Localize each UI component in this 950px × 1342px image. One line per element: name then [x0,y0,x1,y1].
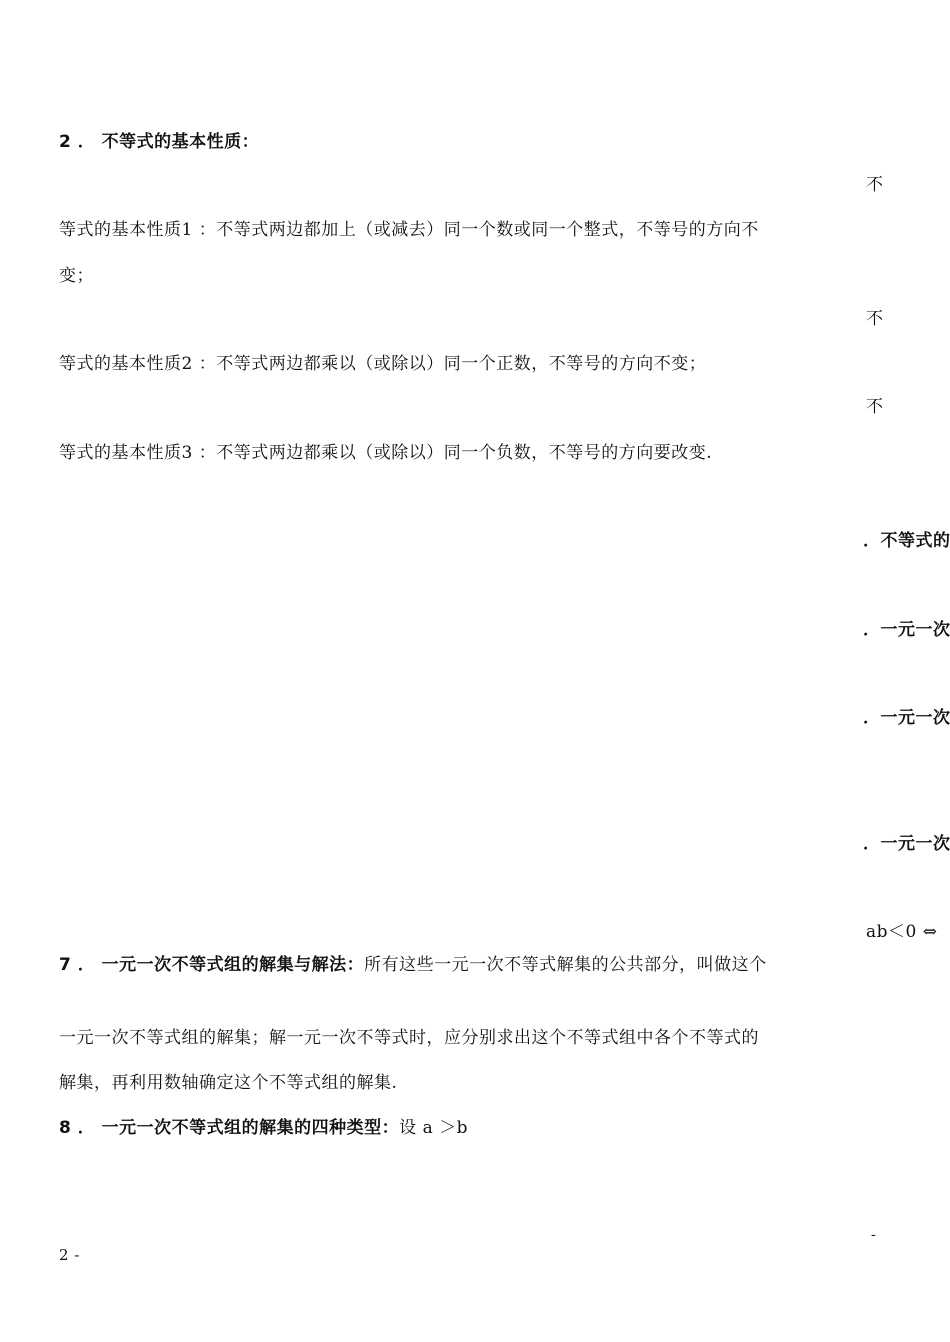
cutoff-heading-inequality: ．不等式的 [863,531,950,551]
item-7-text: 所有这些一元一次不等式解集的公共部分，叫做这个 [364,955,767,975]
footer-page-number: 2 - [59,1246,80,1264]
cutoff-heading-linear-3: ．一元一次 [863,834,950,854]
item-7-title: 7 ． 一元一次不等式组的解集与解法： [59,955,365,975]
item-8-title: 8 ． 一元一次不等式组的解集的四种类型： [59,1118,400,1138]
cutoff-heading-linear-2: ．一元一次 [863,708,950,728]
item-7-line-1 [59,954,767,976]
heading-basic-properties: 2 ． 不等式的基本性质： [59,132,260,152]
property-2-text: 等式的基本性质2 ：不等式两边都乘以（或除以）同一个正数，不等号的方向不变； [59,354,707,374]
item-8-line [59,1117,468,1139]
item-7-line-2: 一元一次不等式组的解集；解一元一次不等式时，应分别求出这个不等式组中各个不等式的 [59,1028,759,1048]
property-3-lead-char: 不 [866,397,884,417]
item-7-line-3: 解集，再利用数轴确定这个不等式组的解集. [59,1073,398,1093]
footer-dash: - [871,1227,877,1243]
property-2-lead-char: 不 [866,309,884,329]
property-1-text-continued: 变； [59,266,94,286]
item-8-text: 设 a ＞b [399,1118,468,1138]
property-1-text: 等式的基本性质1 ：不等式两边都加上（或减去）同一个数或同一个整式，不等号的方向不 [59,220,759,240]
cutoff-formula: ab＜0 ⇔ [866,922,938,942]
cutoff-heading-linear-1: ．一元一次 [863,620,950,640]
property-1-lead-char: 不 [866,175,884,195]
property-3-text: 等式的基本性质3 ：不等式两边都乘以（或除以）同一个负数，不等号的方向要改变. [59,443,713,463]
